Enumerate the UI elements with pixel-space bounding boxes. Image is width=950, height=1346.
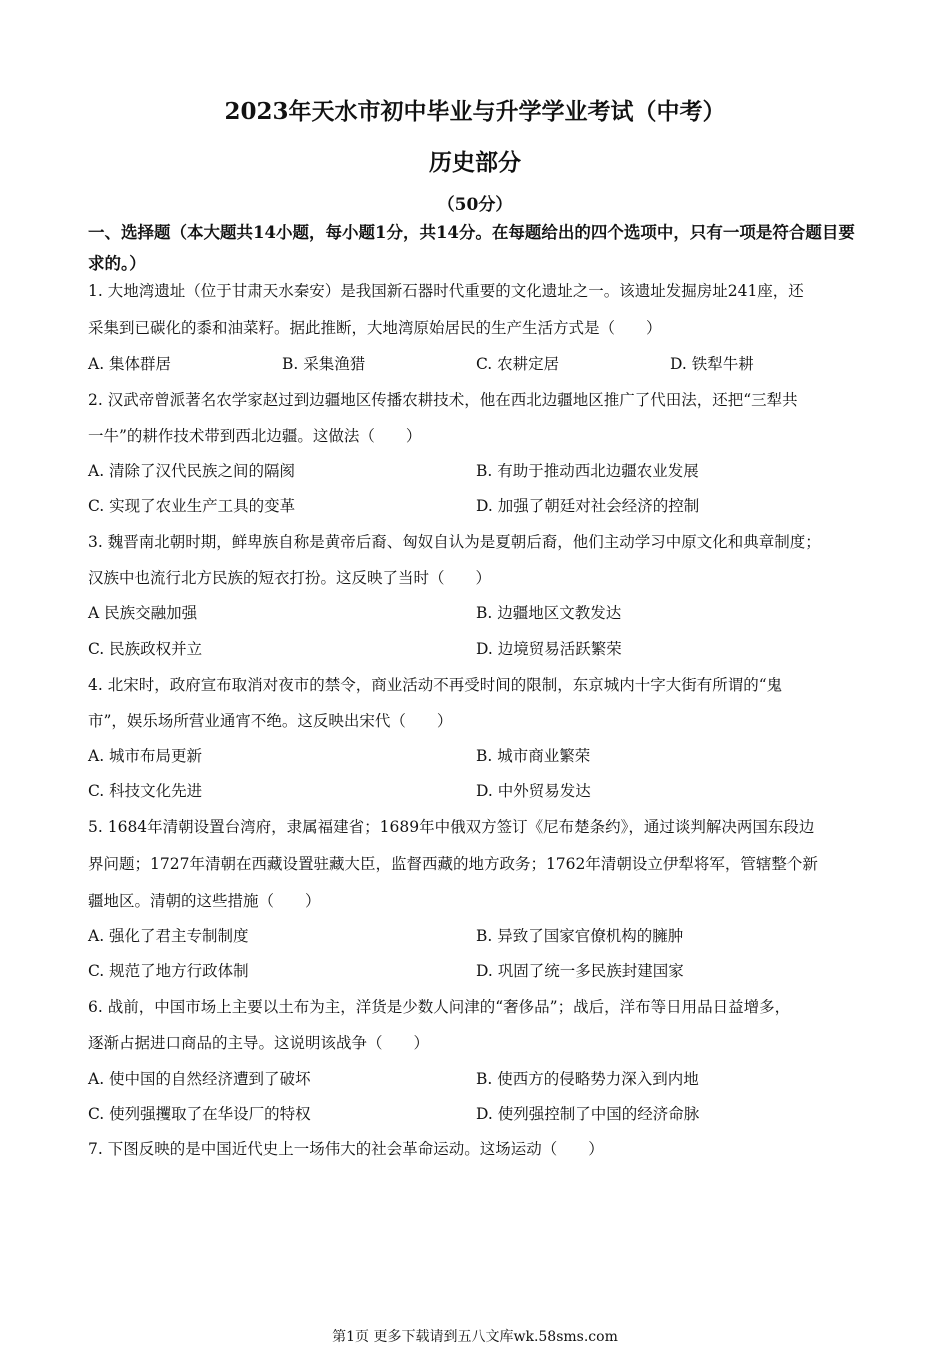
page-footer: 第1页 更多下载请到五八文库wk.58sms.com: [332, 1329, 618, 1345]
question-6-line-2: 逐渐占据进口商品的主导。这说明该战争（ ）: [88, 1034, 430, 1052]
question-3-option-b: B. 边疆地区文教发达: [476, 604, 622, 622]
question-4-option-d: D. 中外贸易发达: [476, 782, 591, 800]
question-4-line-2: 市”，娱乐场所营业通宵不绝。这反映出宋代（ ）: [88, 712, 453, 730]
question-6-option-c: C. 使列强攫取了在华设厂的特权: [88, 1105, 311, 1123]
question-5-option-b: B. 异致了国家官僚机构的臃肿: [476, 927, 684, 945]
exam-title: 2023年天水市初中毕业与升学学业考试（中考）: [224, 98, 726, 125]
question-1-option-d: D. 铁犁牛耕: [670, 355, 754, 373]
total-score: （50分）: [437, 195, 513, 215]
question-4-option-a: A. 城市布局更新: [88, 747, 203, 765]
question-4-option-b: B. 城市商业繁荣: [476, 747, 591, 765]
question-3-line-2: 汉族中也流行北方民族的短衣打扮。这反映了当时（ ）: [88, 569, 492, 587]
question-6-option-a: A. 使中国的自然经济遭到了破坏: [88, 1070, 311, 1088]
question-1-line-1: 1. 大地湾遗址（位于甘肃天水秦安）是我国新石器时代重要的文化遗址之一。该遗址发掘房址241座，还: [88, 282, 804, 300]
question-2-option-c: C. 实现了农业生产工具的变革: [88, 497, 296, 515]
question-4-option-c: C. 科技文化先进: [88, 782, 203, 800]
question-2-line-1: 2. 汉武帝曾派著名农学家赵过到边疆地区传播农耕技术，他在西北边疆地区推广了代田法，还把“三犁共: [88, 391, 798, 409]
question-5-option-d: D. 巩固了统一多民族封建国家: [476, 962, 684, 980]
section-heading: 一、选择题（本大题共14小题，每小题1分，共14分。在每题给出的四个选项中，只有一项是符合题目要求的。）: [88, 223, 855, 273]
question-1-option-a: A. 集体群居: [88, 355, 172, 373]
question-1-option-b: B. 采集渔猎: [282, 355, 366, 373]
question-5-line-3: 疆地区。清朝的这些措施（ ）: [88, 892, 321, 910]
question-5-option-c: C. 规范了地方行政体制: [88, 962, 249, 980]
question-2-option-d: D. 加强了朝廷对社会经济的控制: [476, 497, 700, 515]
question-6-option-b: B. 使西方的侵略势力深入到内地: [476, 1070, 699, 1088]
question-2-line-2: 一牛”的耕作技术带到西北边疆。这做法（ ）: [88, 427, 422, 445]
question-7-line-1: 7. 下图反映的是中国近代史上一场伟大的社会革命运动。这场运动（ ）: [88, 1140, 604, 1158]
question-3-option-a: A 民族交融加强: [88, 604, 198, 622]
question-3-option-d: D. 边境贸易活跃繁荣: [476, 640, 622, 658]
question-5-option-a: A. 强化了君主专制制度: [88, 927, 249, 945]
question-1-line-2: 采集到已碳化的黍和油菜籽。据此推断，大地湾原始居民的生产生活方式是（ ）: [88, 319, 662, 337]
question-3-line-1: 3. 魏晋南北朝时期，鲜卑族自称是黄帝后裔、匈奴自认为是夏朝后裔，他们主动学习中原文化和典章制度；: [88, 533, 821, 551]
subject-title: 历史部分: [429, 149, 521, 176]
question-6-line-1: 6. 战前，中国市场上主要以土布为主，洋货是少数人问津的“奢侈品”；战后，洋布等日用品日益增多，: [88, 998, 791, 1016]
question-5-line-2: 界问题；1727年清朝在西藏设置驻藏大臣，监督西藏的地方政务；1762年清朝设立伊犁将军，管辖整个新: [88, 855, 818, 873]
question-2-option-a: A. 清除了汉代民族之间的隔阂: [88, 462, 296, 480]
question-3-option-c: C. 民族政权并立: [88, 640, 203, 658]
question-2-option-b: B. 有助于推动西北边疆农业发展: [476, 462, 699, 480]
question-1-option-c: C. 农耕定居: [476, 355, 560, 373]
question-6-option-d: D. 使列强控制了中国的经济命脉: [476, 1105, 700, 1123]
question-5-line-1: 5. 1684年清朝设置台湾府，隶属福建省；1689年中俄双方签订《尼布楚条约》，通过谈判解决两国东段边: [88, 818, 815, 836]
question-4-line-1: 4. 北宋时，政府宣布取消对夜市的禁令，商业活动不再受时间的限制，东京城内十字大街有所谓的“鬼: [88, 676, 783, 694]
